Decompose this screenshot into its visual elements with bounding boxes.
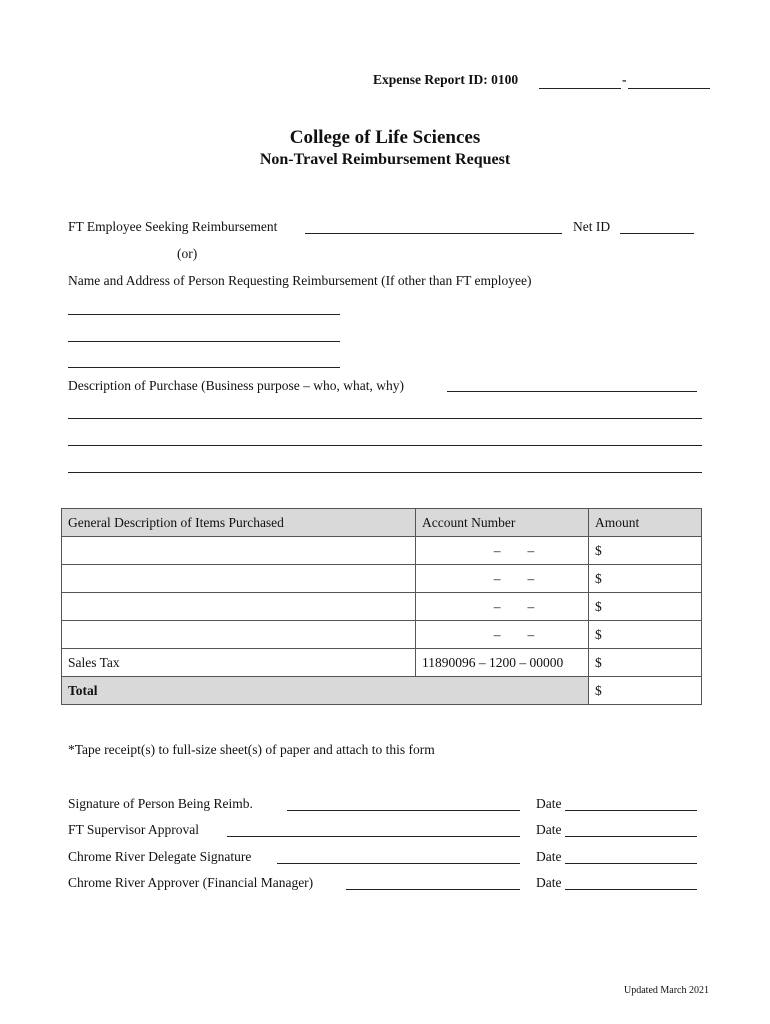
description-label: Description of Purchase (Business purpose – who, what, why) (68, 378, 404, 393)
description-field-1[interactable] (447, 391, 697, 392)
signature-field-delegate[interactable] (277, 863, 520, 864)
name-address-field-1[interactable] (68, 314, 340, 315)
name-address-label: Name and Address of Person Requesting Reimbursement (If other than FT employee) (68, 273, 532, 288)
table-row (62, 593, 702, 621)
sales-tax-label: Sales Tax (62, 649, 416, 677)
date-field-delegate[interactable] (565, 863, 697, 864)
updated-date: Updated March 2021 (624, 985, 709, 996)
signature-label-delegate: Chrome River Delegate Signature (68, 849, 252, 864)
date-label: Date (536, 849, 562, 864)
signature-field-reimbursed[interactable] (287, 810, 520, 811)
total-row (62, 677, 702, 705)
table-row (62, 621, 702, 649)
date-field-reimbursed[interactable] (565, 810, 697, 811)
item-amount-cell[interactable]: $ (589, 593, 702, 621)
description-field-4[interactable] (68, 472, 702, 473)
header-description: General Description of Items Purchased (62, 509, 416, 537)
table-row (62, 537, 702, 565)
item-description-cell[interactable] (62, 537, 416, 565)
item-amount-cell[interactable]: $ (589, 621, 702, 649)
ft-employee-label: FT Employee Seeking Reimbursement (68, 219, 278, 234)
date-label: Date (536, 822, 562, 837)
expense-id-dash: - (622, 72, 627, 87)
date-label: Date (536, 796, 562, 811)
expense-id-field-2[interactable] (628, 88, 710, 89)
item-amount-cell[interactable]: $ (589, 537, 702, 565)
net-id-field[interactable] (620, 233, 694, 234)
signature-label-supervisor: FT Supervisor Approval (68, 822, 199, 837)
expense-report-label: Expense Report ID: 0100 (373, 72, 519, 87)
expense-id-field-1[interactable] (539, 88, 621, 89)
receipt-note: *Tape receipt(s) to full-size sheet(s) of paper and attach to this form (68, 742, 435, 757)
item-account-cell[interactable]: – – (416, 537, 589, 565)
or-text: (or) (177, 246, 198, 261)
description-field-2[interactable] (68, 418, 702, 419)
ft-employee-field[interactable] (305, 233, 562, 234)
item-description-cell[interactable] (62, 593, 416, 621)
name-address-field-3[interactable] (68, 367, 340, 368)
item-account-cell[interactable]: – – (416, 565, 589, 593)
sales-tax-row (62, 649, 702, 677)
items-table (61, 508, 702, 705)
net-id-label: Net ID (573, 219, 611, 234)
item-description-cell[interactable] (62, 565, 416, 593)
date-field-supervisor[interactable] (565, 836, 697, 837)
total-label: Total (62, 677, 589, 705)
sales-tax-account: 11890096 – 1200 – 00000 (416, 649, 589, 677)
date-field-approver[interactable] (565, 889, 697, 890)
signature-field-supervisor[interactable] (227, 836, 520, 837)
header-amount: Amount (589, 509, 702, 537)
sales-tax-amount-cell[interactable]: $ (589, 649, 702, 677)
form-title: Non-Travel Reimbursement Request (259, 151, 511, 168)
total-amount-cell[interactable]: $ (589, 677, 702, 705)
college-title: College of Life Sciences (289, 127, 481, 148)
expense-report-id (373, 72, 518, 88)
item-account-cell[interactable]: – – (416, 593, 589, 621)
item-amount-cell[interactable]: $ (589, 565, 702, 593)
table-header-row (62, 509, 702, 537)
signature-label-reimbursed: Signature of Person Being Reimb. (68, 796, 253, 811)
item-account-cell[interactable]: – – (416, 621, 589, 649)
description-field-3[interactable] (68, 445, 702, 446)
item-description-cell[interactable] (62, 621, 416, 649)
signature-field-approver[interactable] (346, 889, 520, 890)
signature-label-approver: Chrome River Approver (Financial Manager) (68, 875, 314, 890)
date-label: Date (536, 875, 562, 890)
name-address-field-2[interactable] (68, 341, 340, 342)
table-row (62, 565, 702, 593)
header-account: Account Number (416, 509, 589, 537)
